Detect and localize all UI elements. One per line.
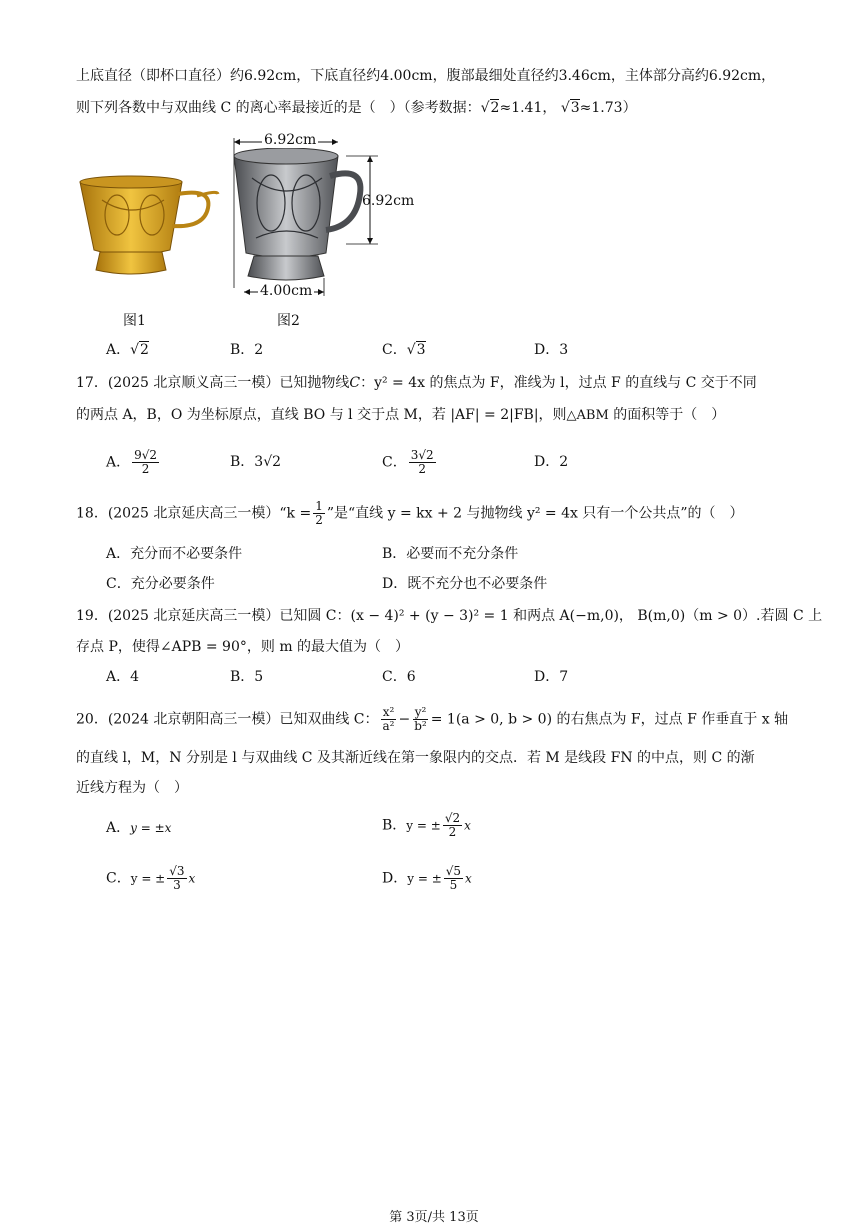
q17-text-line2: 的两点 A，B，O 为坐标原点，直线 BO 与 l 交于点 M，若 |AF| = 2|FB|，则△ABM 的面积等于（ ）	[76, 407, 726, 423]
figure-2-silver-cup	[226, 128, 426, 303]
q18-text-line1: 18．(2025 北京延庆高三一模）“k = $\frac{1}{2}$ ”是“直线 y = kx + 2 与抛物线 y² = 4x 只有一个公共点”的（ ）	[76, 499, 744, 527]
q20-option-c: C．y = ± $\frac{√3}{3}$ x	[106, 864, 196, 892]
q17-option-c: C． $\frac{3√2}{2}$	[382, 448, 434, 476]
figure-1-gold-cup	[72, 170, 222, 285]
q20-option-a: A．y = ±x	[106, 820, 172, 836]
q20-text-line3: 近线方程为（ ）	[76, 780, 188, 796]
bottom-dimension-label: 4.00cm	[260, 283, 313, 299]
q20-text-line2: 的直线 l，M，N 分别是 l 与双曲线 C 及其渐近线在第一象限内的交点．若 M 是线段 FN 的中点，则 C 的渐	[76, 750, 755, 766]
q20-option-d: D．y = ± $\frac{√5}{5}$ x	[382, 864, 472, 892]
q19-text-line1: 19．(2025 北京延庆高三一模）已知圆 C：(x − 4)² + (y − 3)² = 1 和两点 A(−m,0)， B(m,0)（m > 0）.若圆 C 上	[76, 608, 823, 624]
q20-option-b: B．y = ± $\frac{√2}{2}$ x	[382, 811, 471, 839]
q19-option-b: B．5	[230, 669, 264, 685]
q17-option-d: D．2	[534, 454, 569, 470]
q19-text-line2: 存点 P，使得∠APB = 90°，则 m 的最大值为（ ）	[76, 639, 410, 655]
top-dimension-label: 6.92cm	[264, 132, 317, 148]
q19-option-c: C．6	[382, 669, 416, 685]
q16-option-b: B．2	[230, 342, 264, 358]
q17-text-line1: 17．(2025 北京顺义高三一模）已知抛物线C：y² = 4x 的焦点为 F，准线为 l，过点 F 的直线与 C 交于不同	[76, 375, 757, 391]
q18-option-c: C．充分必要条件	[106, 576, 215, 592]
q16-option-c: C．√3	[382, 342, 426, 358]
q18-option-a: A．充分而不必要条件	[106, 546, 243, 562]
q19-option-d: D．7	[534, 669, 569, 685]
q16-option-d: D．3	[534, 342, 569, 358]
q20-text-line1: 20．(2024 北京朝阳高三一模）已知双曲线 C： $\frac{\text{x²}}{\text{a²}}$ − $\frac{\text{y²}}{\text{b²}}$ = 1(a > 0, b > 0) 的右焦点为 F，过点 F 作垂直于 x 轴	[76, 705, 789, 733]
q17-option-a: A． $\frac{9√2}{2}$	[106, 448, 158, 476]
q16-option-a: A．√2	[106, 342, 149, 358]
q19-option-a: A．4	[106, 669, 140, 685]
q17-option-b: B．3√2	[230, 454, 282, 470]
figure-2-caption: 图2	[277, 313, 300, 329]
page-footer: 第 3页/共 13页	[389, 1210, 479, 1225]
q18-option-d: D．既不充分也不必要条件	[382, 576, 548, 592]
right-dimension-label: 6.92cm	[362, 193, 415, 209]
q18-option-b: B．必要而不充分条件	[382, 546, 519, 562]
q16-text-line2: 则下列各数中与双曲线 C 的离心率最接近的是（ ）（参考数据：√2≈1.41， √3≈1.73）	[76, 100, 637, 116]
figure-1-caption: 图1	[123, 313, 146, 329]
q16-text-line1: 上底直径（即杯口直径）约6.92cm，下底直径约4.00cm，腹部最细处直径约3.46cm，主体部分高约6.92cm，	[76, 68, 776, 84]
